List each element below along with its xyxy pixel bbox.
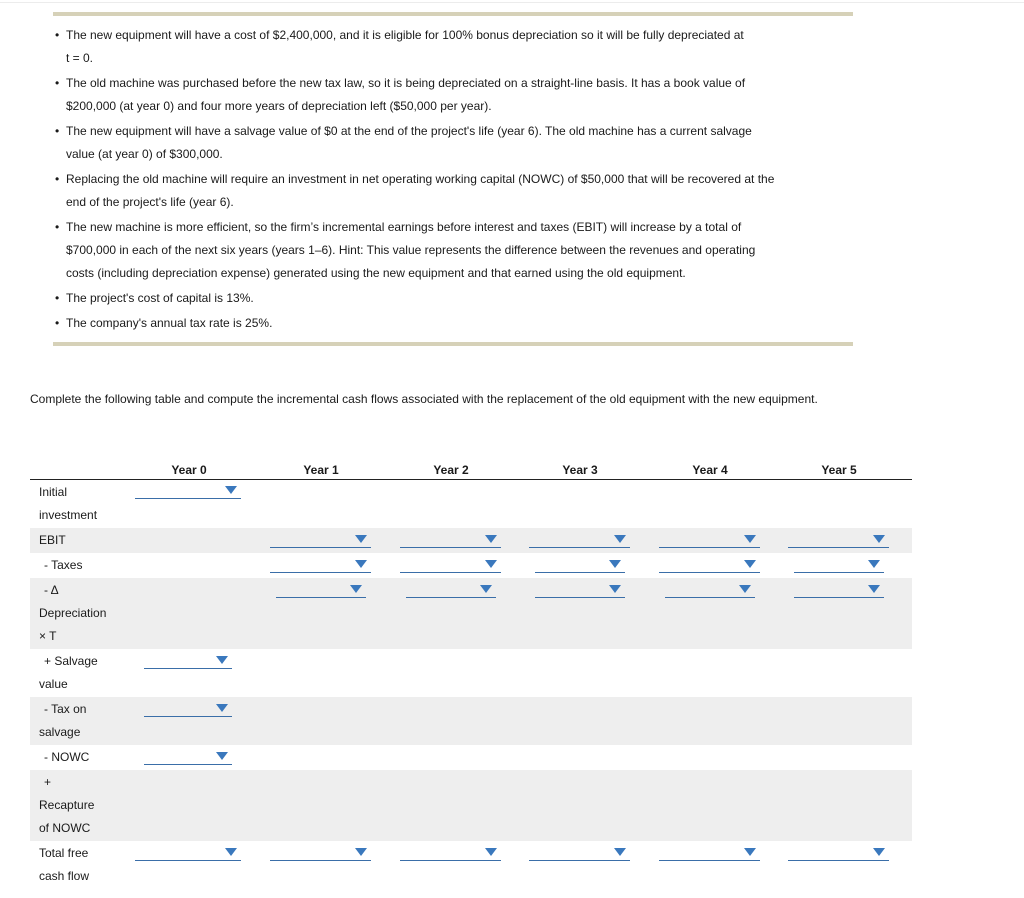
dropdown-ebit-year3[interactable]: [529, 533, 630, 548]
bullet-item: • The company's annual tax rate is 25%.: [55, 312, 855, 335]
panel-bottom-rule: [53, 342, 853, 346]
dropdown-total-fcf-year2[interactable]: [400, 846, 501, 861]
chevron-down-icon: [873, 535, 885, 543]
dropdown-taxes-year4[interactable]: [659, 558, 760, 573]
dropdown-depreciation-tax-year1[interactable]: [276, 583, 366, 598]
column-header: Year 0: [171, 463, 207, 477]
bullet-dot: •: [55, 28, 60, 42]
assumptions-list: [55, 24, 855, 337]
dropdown-ebit-year5[interactable]: [788, 533, 889, 548]
dropdown-taxes-year5[interactable]: [794, 558, 884, 573]
column-header: Year 2: [433, 463, 469, 477]
bullet-item: • The new equipment will have a cost of $2,400,000, and it is eligible for 100% bonus depreciation so it will be fully depreciated at t = 0.: [55, 24, 855, 70]
bullet-item: • The new machine is more efficient, so the firm’s incremental earnings before interest and taxes (EBIT) will increase by a total of $700,000 in each of the next six years (years 1–6). Hint: This value represents the difference between the revenues and operating costs (including depreciation expense) generated using the new equipment and that earned using the old equipment.: [55, 216, 855, 286]
chevron-down-icon: [216, 656, 228, 664]
table-row: [30, 697, 912, 745]
row-label: Initial investment: [39, 485, 98, 522]
chevron-down-icon: [868, 560, 880, 568]
column-header: Year 5: [821, 463, 857, 477]
bullet-item: • The project's cost of capital is 13%.: [55, 287, 855, 310]
dropdown-total-fcf-year1[interactable]: [270, 846, 371, 861]
chevron-down-icon: [350, 585, 362, 593]
chevron-down-icon: [485, 535, 497, 543]
table-row: [30, 770, 912, 841]
chevron-down-icon: [216, 752, 228, 760]
dropdown-tax-on-salvage-year0[interactable]: [144, 702, 232, 717]
dropdown-total-fcf-year3[interactable]: [529, 846, 630, 861]
chevron-down-icon: [744, 560, 756, 568]
dropdown-total-fcf-year5[interactable]: [788, 846, 889, 861]
cash-flow-table: [30, 458, 912, 889]
table-header-row: [30, 458, 912, 480]
chevron-down-icon: [355, 848, 367, 856]
chevron-down-icon: [739, 585, 751, 593]
chevron-down-icon: [485, 848, 497, 856]
column-header: Year 4: [692, 463, 728, 477]
dropdown-depreciation-tax-year4[interactable]: [665, 583, 755, 598]
page-top-rule: [0, 2, 1024, 3]
dropdown-depreciation-tax-year3[interactable]: [535, 583, 625, 598]
row-label: EBIT: [39, 533, 66, 547]
dropdown-initial-investment-year0[interactable]: [135, 484, 241, 499]
chevron-down-icon: [744, 535, 756, 543]
dropdown-ebit-year2[interactable]: [400, 533, 501, 548]
table-row: [30, 578, 912, 649]
dropdown-taxes-year3[interactable]: [535, 558, 625, 573]
chevron-down-icon: [873, 848, 885, 856]
dropdown-total-fcf-year0[interactable]: [135, 846, 241, 861]
chevron-down-icon: [744, 848, 756, 856]
row-label: - Tax on salvage: [39, 702, 87, 739]
dropdown-taxes-year2[interactable]: [400, 558, 501, 573]
dropdown-total-fcf-year4[interactable]: [659, 846, 760, 861]
dropdown-taxes-year1[interactable]: [270, 558, 371, 573]
column-header: Year 3: [562, 463, 598, 477]
bullet-item: • The old machine was purchased before the new tax law, so it is being depreciated on a straight-line basis. It has a book value of $200,000 (at year 0) and four more years of depreciation left ($50,000 per year).: [55, 72, 855, 118]
dropdown-depreciation-tax-year5[interactable]: [794, 583, 884, 598]
dropdown-salvage-value-year0[interactable]: [144, 654, 232, 669]
bullet-item: • The new equipment will have a salvage value of $0 at the end of the project's life (year 6). The old machine has a current salvage value (at year 0) of $300,000.: [55, 120, 855, 166]
chevron-down-icon: [355, 560, 367, 568]
bullet-dot: •: [55, 220, 60, 234]
bullet-dot: •: [55, 172, 60, 186]
dropdown-ebit-year1[interactable]: [270, 533, 371, 548]
row-label: - Taxes: [44, 558, 83, 572]
bullet-dot: •: [55, 316, 60, 330]
row-label: + Recapture of NOWC: [39, 775, 95, 835]
table-row: [30, 528, 912, 553]
chevron-down-icon: [614, 535, 626, 543]
table-row: [30, 480, 912, 528]
dropdown-depreciation-tax-year2[interactable]: [406, 583, 496, 598]
bullet-dot: •: [55, 124, 60, 138]
table-row: [30, 553, 912, 578]
chevron-down-icon: [609, 560, 621, 568]
column-header: Year 1: [303, 463, 339, 477]
instruction-text: Complete the following table and compute the incremental cash flows associated with the replacement of the old equipment with the new equipment.: [30, 392, 818, 406]
chevron-down-icon: [868, 585, 880, 593]
chevron-down-icon: [609, 585, 621, 593]
bullet-dot: •: [55, 291, 60, 306]
table-row: [30, 745, 912, 770]
row-label: Total free cash flow: [39, 846, 90, 883]
chevron-down-icon: [355, 535, 367, 543]
chevron-down-icon: [480, 585, 492, 593]
chevron-down-icon: [216, 704, 228, 712]
chevron-down-icon: [225, 848, 237, 856]
chevron-down-icon: [225, 486, 237, 494]
row-label: - Δ Depreciation × T: [39, 583, 107, 643]
table-row: [30, 841, 912, 889]
table-row: [30, 649, 912, 697]
panel-top-rule: [53, 12, 853, 16]
dropdown-ebit-year4[interactable]: [659, 533, 760, 548]
dropdown-nowc-year0[interactable]: [144, 750, 232, 765]
row-label: - NOWC: [44, 750, 90, 764]
chevron-down-icon: [614, 848, 626, 856]
row-label: + Salvage value: [39, 654, 98, 691]
bullet-dot: •: [55, 76, 60, 90]
bullet-item: • Replacing the old machine will require an investment in net operating working capital (NOWC) of $50,000 that will be recovered at the end of the project's life (year 6).: [55, 168, 855, 214]
chevron-down-icon: [485, 560, 497, 568]
